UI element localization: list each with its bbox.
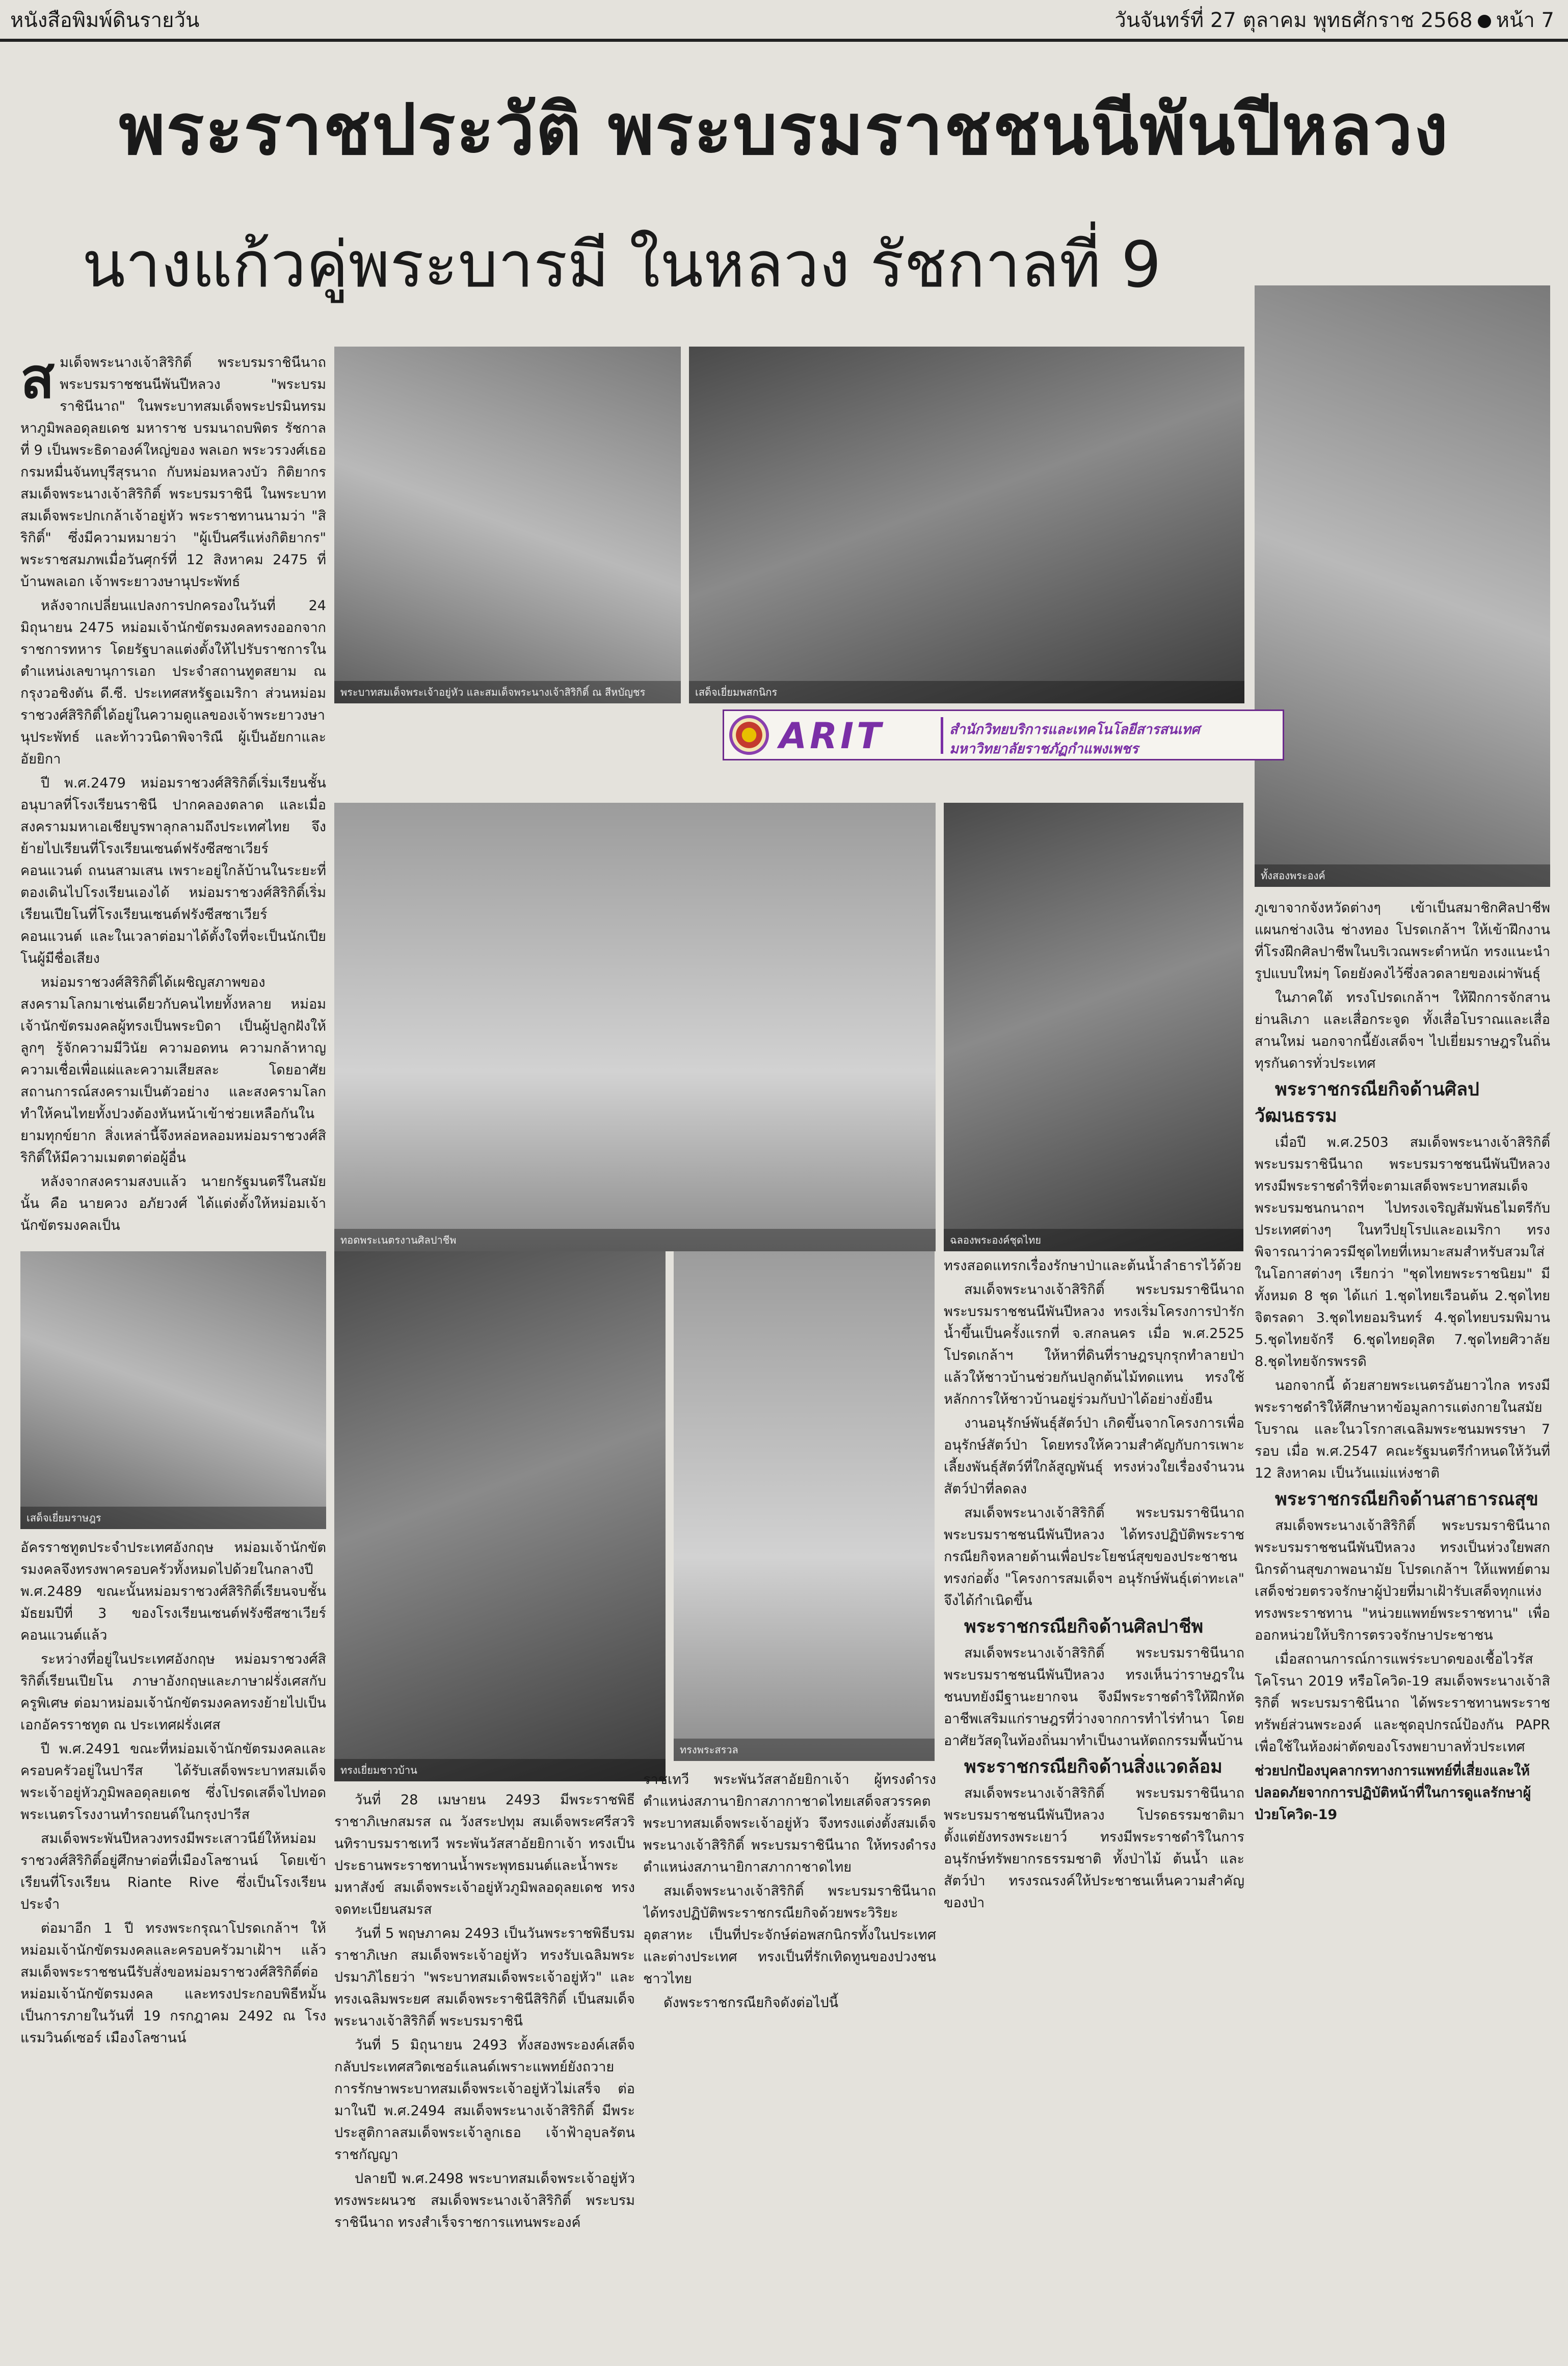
paragraph: สมเด็จพระนางเจ้าสิริกิติ์ พระบรมราชินีนาถ พระบรมราชชนนีพันปีหลวง ทรงเป็นห่วงใยพสกนิกรด้านสุขภาพอนามัย โปรดเกล้าฯ ให้แพทย์ตามเสด็จช่วยตรวจรักษาผู้ป่วยที่มาเฝ้ารับเสด็จทุกแห่ง ทรงพระราชทาน "หน่วยแพทย์พระราชทาน" เพื่อออกหน่วยให้บริการตรวจรักษาประชาชน (1255, 1518, 1550, 1643)
paper-name: หนังสือพิมพ์ดินรายวัน (10, 9, 200, 32)
paragraph: ปลายปี พ.ศ.2498 พระบาทสมเด็จพระเจ้าอยู่หัวทรงพระผนวช สมเด็จพระนางเจ้าสิริกิติ์ พระบรมราชินีนาถ ทรงสำเร็จราชการแทนพระองค์ (334, 2171, 635, 2230)
watermark-divider (941, 717, 943, 754)
paragraph: สมเด็จพระนางเจ้าสิริกิติ์ พระบรมราชินีนาถ พระบรมราชชนนีพันปีหลวง ทรงเห็นว่าราษฎรในชนบทยังมีฐานะยากจน จึงมีพระราชดำริให้ฝึกหัดอาชีพเสริมแก่ราษฎรที่ว่างจากการทำไร่ทำนา โดยอาศัยวัสดุในท้องถิ่นมาทำเป็นงานหัตถกรรมพื้นบ้าน (944, 1645, 1244, 1749)
photo-crowd: เสด็จเยี่ยมพสกนิกร (689, 347, 1244, 703)
paragraph-bold: ช่วยปกป้องบุคลากรทางการแพทย์ที่เสี่ยงและให้ปลอดภัยจากการปฏิบัติหน้าที่ในการดูแลรักษาผู้ป่วยโควิด-19 (1255, 1763, 1531, 1823)
section-title-environment: พระราชกรณียกิจด้านสิ่งแวดล้อม (964, 1756, 1222, 1777)
headline: พระราชประวัติ พระบรมราชชนนีพันปีหลวง (119, 89, 1449, 171)
photo-balcony: พระบาทสมเด็จพระเจ้าอยู่หัว และสมเด็จพระนางเจ้าสิริกิติ์ ณ สีหบัญชร (334, 347, 681, 703)
article-column-right (1255, 897, 1550, 2355)
photo-hat-visit: ทรงเยี่ยมชาวบ้าน (334, 1251, 666, 1781)
article-column-bottom-3 (643, 1769, 936, 2352)
watermark-brand: ARIT (779, 715, 884, 757)
paragraph: เมื่อสถานการณ์การแพร่ระบาดของเชื้อไวรัสโคโรนา 2019 หรือโควิด-19 สมเด็จพระนางเจ้าสิริกิติ์ พระบรมราชินีนาถ ได้พระราชทานพระราชทรัพย์ส่วนพระองค์ และชุดอุปกรณ์ป้องกัน PAPR เพื่อใช้ในห้องผ่าตัดของโรงพยาบาลทั่วประเทศ (1255, 1651, 1550, 1755)
masthead (10, 5, 1554, 36)
paragraph: สมเด็จพระนางเจ้าสิริกิติ์ พระบรมราชินีนาถ พระบรมราชชนนีพันปีหลวง ได้ทรงปฏิบัติพระราชกรณียกิจหลายด้านเพื่อประโยชน์สุขของประชาชน ทรงก่อตั้ง "โครงการสมเด็จฯ อนุรักษ์พันธุ์เต่าทะเล" จึงได้กำเนิดขึ้น (944, 1505, 1244, 1609)
watermark-line-2: มหาวิทยาลัยราชภัฏกำแพงเพชร (949, 741, 1138, 757)
paragraph: วันที่ 28 เมษายน 2493 มีพระราชพิธีราชาภิเษกสมรส ณ วังสระปทุม สมเด็จพระศรีสวรินทิราบรมราชเทวี พระพันวัสสาอัยยิกาเจ้า ทรงเป็นประธานพระราชทานน้ำพระพุทธมนต์และน้ำพระมหาสังข์ สมเด็จพระเจ้าอยู่หัวภูมิพลอดุลยเดช ทรงจดทะเบียนสมรส (334, 1792, 635, 1917)
subheadline: นางแก้วคู่พระบารมี ในหลวง รัชกาลที่ 9 (82, 228, 1161, 302)
paragraph: เมื่อปี พ.ศ.2503 สมเด็จพระนางเจ้าสิริกิติ์ พระบรมราชินีนาถ พระบรมราชชนนีพันปีหลวง ทรงมีพระราชดำริที่จะตามเสด็จพระบาทสมเด็จพระบรมชนกนาถฯ ไปทรงเจริญสัมพันธไมตรีกับประเทศต่างๆ ในทวีปยุโรปและอเมริกา ทรงพิจารณาว่าควรมีชุดไทยที่เหมาะสมสำหรับสวมใส่ในโอกาสต่างๆ เรียกว่า "ชุดไทยพระราชนิยม" มีทั้งหมด 8 ชุด ได้แก่ 1.ชุดไทยเรือนต้น 2.ชุดไทยจิตรลดา 3.ชุดไทยอมรินทร์ 4.ชุดไทยบรมพิมาน 5.ชุดไทยจักรี 6.ชุดไทยดุสิต 7.ชุดไทยศิวาลัย 8.ชุดไทยจักรพรรดิ (1255, 1135, 1550, 1370)
article-column-bottom-1 (20, 1537, 326, 2352)
article-column-1 (20, 352, 326, 1249)
paragraph: ทรงสอดแทรกเรื่องรักษาป่าและต้นน้ำลำธารไว้ด้วย (944, 1258, 1242, 1274)
paragraph: ต่อมาอีก 1 ปี ทรงพระกรุณาโปรดเกล้าฯ ให้หม่อมเจ้านักขัตรมงคลและครอบครัวมาเฝ้าฯ แล้วสมเด็จพระราชชนนีรับสั่งขอหม่อมราชวงศ์สิริกิติ์ต่อหม่อมเจ้านักขัตรมงคล และทรงประกอบพิธีหมั้นเป็นการภายในวันที่ 19 กรกฎาคม 2492 ณ โรงแรมวินด์เซอร์ เมืองโลซานน์ (20, 1921, 326, 2046)
paragraph: งานอนุรักษ์พันธุ์สัตว์ป่า เกิดขึ้นจากโครงการเพื่ออนุรักษ์สัตว์ป่า โดยทรงให้ความสำคัญกับการเพาะเลี้ยงพันธุ์สัตว์ที่ใกล้สูญพันธุ์ ทรงห่วงใยเรื่องจำนวนสัตว์ป่าที่ลดลง (944, 1415, 1244, 1497)
paragraph: หลังจากเปลี่ยนแปลงการปกครองในวันที่ 24 มิถุนายน 2475 หม่อมเจ้านักขัตรมงคลทรงออกจากราชการทหาร โดยรัฐบาลแต่งตั้งให้ไปรับราชการในตำแหน่งเลขานุการเอก ประจำสถานทูตสยาม ณ กรุงวอชิงตัน ดี.ซี. ประเทศสหรัฐอเมริกา ส่วนหม่อมราชวงศ์สิริกิติ์ได้อยู่ในความดูแลของเจ้าพระยาวงษานุประพัทธ์ และท้าววนิดาพิจาริณี ผู้เป็นอัยกาและอัยยิกา (20, 598, 326, 767)
paragraph: สมเด็จพระนางเจ้าสิริกิติ์ พระบรมราชินีนาถ พระบรมราชชนนีพันปีหลวง "พระบรมราชินีนาถ" ในพระบาทสมเด็จพระปรมินทรมหาภูมิพลอดุลยเดช มหาราช บรมนาถบพิตร รัชกาลที่ 9 เป็นพระธิดาองค์ใหญ่ของ พลเอก พระวรวงศ์เธอ กรมหมื่นจันทบุรีสุรนาถ กับหม่อมหลวงบัว กิติยากร สมเด็จพระนางเจ้าสิริกิติ์ พระบรมราชินี ในพระบาทสมเด็จพระปกเกล้าเจ้าอยู่หัว พระราชทานนามว่า "สิริกิติ์" ซึ่งมีความหมายว่า "ผู้เป็นศรีแห่งกิติยากร" พระราชสมภพเมื่อวันศุกร์ที่ 12 สิงหาคม 2475 ที่บ้านพลเอก เจ้าพระยาวงษานุประพัทธ์ (20, 352, 326, 590)
photo-smile: ทรงพระสรวล (674, 1251, 935, 1761)
bullet-icon (1478, 15, 1491, 28)
paragraph: ภูเขาจากจังหวัดต่างๆ เข้าเป็นสมาชิกศิลปาชีพแผนกช่างเงิน ช่างทอง โปรดเกล้าฯ ให้เข้าฝึกงานที่โรงฝึกศิลปาชีพในบริเวณพระตำหนัก ทรงแนะนำรูปแบบใหม่ๆ โดยยังคงไว้ซึ่งลวดลายของเผ่าพันธุ์ (1255, 900, 1550, 982)
article-column-middle (944, 1255, 1244, 2351)
arit-watermark (723, 709, 1284, 760)
section-title-health: พระราชกรณียกิจด้านสาธารณสุข (1275, 1489, 1538, 1510)
paragraph: ระหว่างที่อยู่ในประเทศอังกฤษ หม่อมราชวงศ์สิริกิติ์เรียนเปียโน ภาษาอังกฤษและภาษาฝรั่งเศสกับครูพิเศษ ต่อมาหม่อมเจ้านักขัตรมงคลทรงย้ายไปเป็นเอกอัครราชทูต ณ ประเทศฝรั่งเศส (20, 1651, 326, 1733)
paragraph: สมเด็จพระพันปีหลวงทรงมีพระเสาวนีย์ให้หม่อมราชวงศ์สิริกิติ์อยู่ศึกษาต่อที่เมืองโลซานน์ โดยเข้าเรียนที่โรงเรียน Riante Rive ซึ่งเป็นโรงเรียนประจำ (20, 1831, 326, 1912)
issue-date: วันจันทร์ที่ 27 ตุลาคม พุทธศักราช 2568 (1114, 9, 1473, 32)
paragraph: สมเด็จพระนางเจ้าสิริกิติ์ พระบรมราชินีนาถ พระบรมราชชนนีพันปีหลวง ทรงเริ่มโครงการป่ารักน้ำขึ้นเป็นครั้งแรกที่ จ.สกลนคร เมื่อ พ.ศ.2525 โปรดเกล้าฯ ให้หาที่ดินที่ราษฎรบุกรุกทำลายป่า แล้วให้ชาวบ้านช่วยกันปลูกต้นไม้ทดแทน ทรงใช้หลักการให้ชาวบ้านอยู่ร่วมกับป่าได้อย่างยั่งยืน (944, 1282, 1244, 1407)
paragraph: ราชเทวี พระพันวัสสาอัยยิกาเจ้า ผู้ทรงดำรงตำแหน่งสภานายิกาสภากาชาดไทยเสด็จสวรรคต พระบาทสมเด็จพระเจ้าอยู่หัว จึงทรงแต่งตั้งสมเด็จพระนางเจ้าสิริกิติ์ พระบรมราชินีนาถ ให้ทรงดำรงตำแหน่งสภานายิกาสภากาชาดไทย (643, 1772, 936, 1875)
photo-basketry: ทอดพระเนตรงานศิลปาชีพ (334, 803, 936, 1251)
paragraph: สมเด็จพระนางเจ้าสิริกิติ์ พระบรมราชินีนาถ ได้ทรงปฏิบัติพระราชกรณียกิจด้วยพระวิริยะอุตสาหะ เป็นที่ประจักษ์ต่อพสกนิกรทั้งในประเทศและต่างประเทศ ทรงเป็นที่รักเทิดทูนของปวงชนชาวไทย (643, 1883, 936, 1987)
paragraph: หลังจากสงครามสงบแล้ว นายกรัฐมนตรีในสมัยนั้น คือ นายควง อภัยวงศ์ ได้แต่งตั้งให้หม่อมเจ้านักขัตรมงคลเป็น (20, 1174, 326, 1233)
drop-cap: ส (20, 352, 55, 411)
paragraph: วันที่ 5 พฤษภาคม 2493 เป็นวันพระราชพิธีบรมราชาภิเษก สมเด็จพระเจ้าอยู่หัว ทรงรับเฉลิมพระปรมาภิไธยว่า "พระบาทสมเด็จพระเจ้าอยู่หัว" และทรงเฉลิมพระยศ สมเด็จพระราชินีสิริกิติ์ เป็นสมเด็จพระนางเจ้าสิริกิติ์ พระบรมราชินี (334, 1926, 635, 2029)
photo-thai-dress: ฉลองพระองค์ชุดไทย (944, 803, 1243, 1251)
paragraph: นอกจากนี้ ด้วยสายพระเนตรอันยาวไกล ทรงมีพระราชดำริให้ศึกษาหาข้อมูลการแต่งกายในสมัยโบราณ และในวโรกาสเฉลิมพระชนมพรรษา 7 รอบ เมื่อ พ.ศ.2547 คณะรัฐมนตรีกำหนดให้วันที่ 12 สิงหาคม เป็นวันแม่แห่งชาติ (1255, 1378, 1550, 1481)
paragraph: ดังพระราชกรณียกิจดังต่อไปนี้ (663, 1995, 839, 2011)
photo-portrait-couple: ทั้งสองพระองค์ (1255, 285, 1550, 887)
paragraph: อัครราชทูตประจำประเทศอังกฤษ หม่อมเจ้านักขัตรมงคลจึงทรงพาครอบครัวทั้งหมดไปด้วยในกลางปี พ.ศ.2489 ขณะนั้นหม่อมราชวงศ์สิริกิติ์เรียนจบชั้นมัธยมปีที่ 3 ของโรงเรียนเซนต์ฟรังซีสซาเวียร์คอนแวนต์แล้ว (20, 1540, 326, 1643)
section-title-culture: พระราชกรณียกิจด้านศิลปวัฒนธรรม (1255, 1079, 1479, 1126)
masthead-rule (0, 39, 1568, 42)
photo-villagers: เสด็จเยี่ยมราษฎร (20, 1251, 326, 1529)
paragraph: วันที่ 5 มิถุนายน 2493 ทั้งสองพระองค์เสด็จกลับประเทศสวิตเซอร์แลนด์เพราะแพทย์ยังถวายการรักษาพระบาทสมเด็จพระเจ้าอยู่หัวไม่เสร็จ ต่อมาในปี พ.ศ.2494 สมเด็จพระนางเจ้าสิริกิติ์ มีพระประสูติกาลสมเด็จพระเจ้าลูกเธอ เจ้าฟ้าอุบลรัตนราชกัญญา (334, 2037, 635, 2163)
paragraph: ในภาคใต้ ทรงโปรดเกล้าฯ ให้ฝึกการจักสานย่านลิเภา และเสื่อกระจูด ทั้งเสื่อโบราณและเสื่อสานใหม่ นอกจากนี้ยังเสด็จฯ ไปเยี่ยมราษฎรในถิ่นทุรกันดารทั่วประเทศ (1255, 990, 1550, 1071)
paragraph: ปี พ.ศ.2491 ขณะที่หม่อมเจ้านักขัตรมงคลและครอบครัวอยู่ในปารีส ได้รับเสด็จพระบาทสมเด็จพระเจ้าอยู่หัวภูมิพลอดุลยเดช ซึ่งโปรดเสด็จไปทอดพระเนตรโรงงานทำรถยนต์ในกรุงปารีส (20, 1741, 326, 1823)
university-seal-icon (729, 715, 769, 755)
watermark-line-1: สำนักวิทยบริการและเทคโนโลยีสารสนเทศ (949, 722, 1200, 738)
paragraph: สมเด็จพระนางเจ้าสิริกิติ์ พระบรมราชินีนาถ พระบรมราชชนนีพันปีหลวง โปรดธรรมชาติมาตั้งแต่ยังทรงพระเยาว์ ทรงมีพระราชดำริในการอนุรักษ์ทรัพยากรธรรมชาติ ทั้งป่าไม้ ต้นน้ำ และสัตว์ป่า ทรงรณรงค์ให้ประชาชนเห็นความสำคัญของป่า (944, 1785, 1244, 1911)
paragraph: หม่อมราชวงศ์สิริกิติ์ได้เผชิญสภาพของสงครามโลกมาเช่นเดียวกับคนไทยทั้งหลาย หม่อมเจ้านักขัตรมงคลผู้ทรงเป็นพระบิดา เป็นผู้ปลูกฝังให้ลูกๆ รู้จักความมีวินัย ความอดทน ความกล้าหาญ ความเชื่อเพื่อแผ่และความเสียสละ โดยอาศัยสถานการณ์สงครามเป็นตัวอย่าง และสงครามโลกทำให้คนไทยทั้งปวงต้องหันหน้าเข้าช่วยเหลือกันในยามทุกข์ยาก สิ่งเหล่านี้จึงหล่อหลอมหม่อมราชวงศ์สิริกิติ์ให้มีความเมตตาต่อผู้อื่น (20, 975, 326, 1166)
paragraph: ปี พ.ศ.2479 หม่อมราชวงศ์สิริกิติ์เริ่มเรียนชั้นอนุบาลที่โรงเรียนราชินี ปากคลองตลาด และเมื่อสงครามมหาเอเชียบูรพาลุกลามถึงประเทศไทย จึงย้ายไปเรียนที่โรงเรียนเซนต์ฟรังซีสซาเวียร์คอนแวนต์ ถนนสามเสน เพราะอยู่ใกล้บ้านในระยะที่ตองเดินไปโรงเรียนเองได้ หม่อมราชวงศ์สิริกิติ์เริ่มเรียนเปียโนที่โรงเรียนเซนต์ฟรังซีสซาเวียร์คอนแวนต์ และในเวลาต่อมาได้ตั้งใจที่จะเป็นนักเปียโนผู้มีชื่อเสียง (20, 775, 326, 966)
issue-info (1114, 5, 1554, 36)
article-column-bottom-2 (334, 1789, 635, 2352)
page-number: หน้า 7 (1496, 9, 1554, 32)
section-title-crafts: พระราชกรณียกิจด้านศิลปาชีพ (964, 1616, 1204, 1637)
